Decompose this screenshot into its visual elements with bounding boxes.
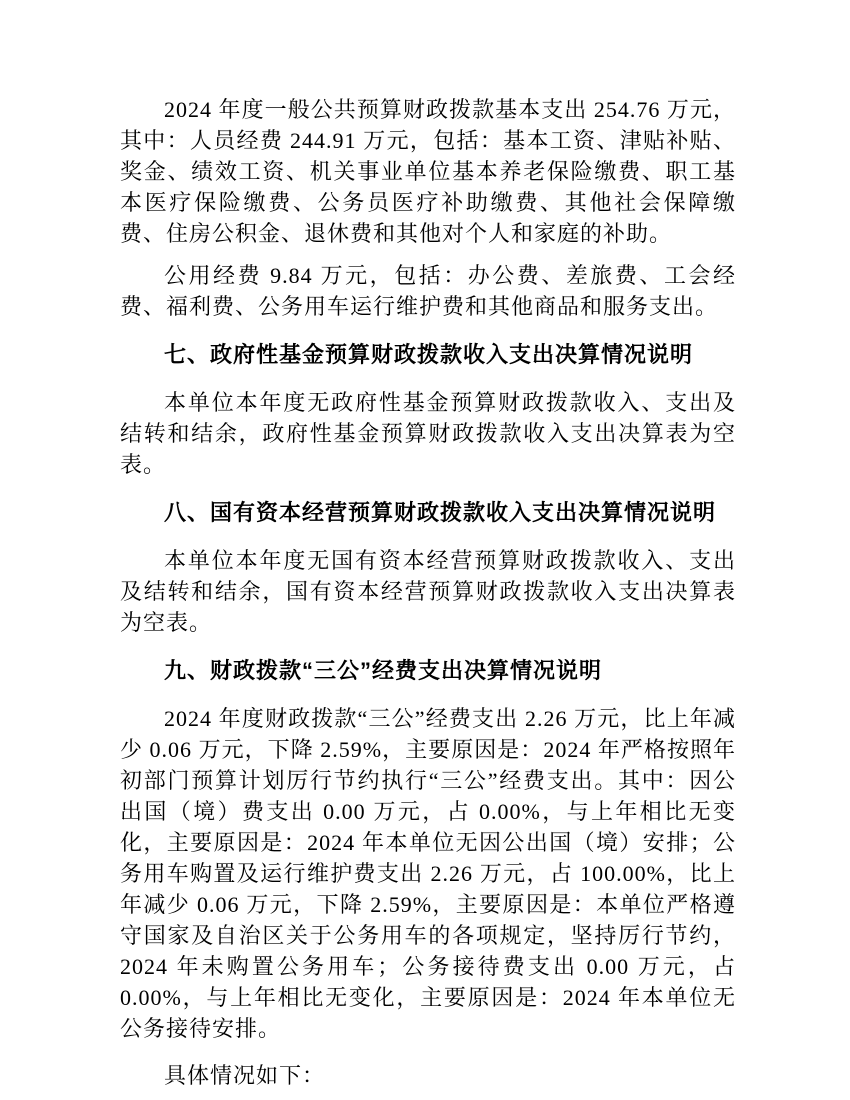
paragraph-state-capital-empty-table: 本单位本年度无国有资本经营预算财政拨款收入、支出及结转和结余，国有资本经营预算财政拨款收入支出决算表为空表。 [120, 548, 736, 635]
heading-section-9-three-public-expenses: 九、财政拨款“三公”经费支出决算情况说明 [164, 658, 603, 683]
heading-section-7-government-fund-budget: 七、政府性基金预算财政拨款收入支出决算情况说明 [164, 342, 694, 367]
paragraph-government-fund-empty-table: 本单位本年度无政府性基金预算财政拨款收入、支出及结转和结余，政府性基金预算财政拨款收入支出决算表为空表。 [120, 390, 736, 477]
paragraph-basic-expenditure-breakdown: 2024 年度一般公共预算财政拨款基本支出 254.76 万元，其中：人员经费 244.91 万元，包括：基本工资、津贴补贴、奖金、绩效工资、机关事业单位基本养老保险缴费、职工基本医疗保险缴费、公务员医疗补助缴费、其他社会保障缴费、住房公积金、退休费和其他对个人和家庭的补助。 [120, 97, 736, 246]
paragraph-three-public-expenses-detail: 2024 年度财政拨款“三公”经费支出 2.26 万元，比上年减少 0.06 万元，下降 2.59%，主要原因是：2024 年严格按照年初部门预算计划厉行节约执行“三公”经费支出。其中：因公出国（境）费支出 0.00 万元，占 0.00%，与上年相比无变化，主要原因是：2024 年本单位无因公出国（境）安排；公务用车购置及运行维护费支出 2.26 万元，占 100.00%，比上年减少 0.06 万元，下降 2.59%，主要原因是：本单位严格遵守国家及自治区关于公务用车的各项规定，坚持厉行节约，2024 年未购置公务用车；公务接待费支出 0.00 万元，占 0.00%，与上年相比无变化，主要原因是：2024 年本单位无公务接待安排。 [120, 706, 736, 1041]
paragraph-public-funds-breakdown: 公用经费 9.84 万元，包括：办公费、差旅费、工会经费、福利费、公务用车运行维护费和其他商品和服务支出。 [120, 263, 736, 319]
heading-section-8-state-capital-budget: 八、国有资本经营预算财政拨款收入支出决算情况说明 [164, 500, 717, 525]
paragraph-details-as-follows: 具体情况如下： [164, 1063, 326, 1088]
